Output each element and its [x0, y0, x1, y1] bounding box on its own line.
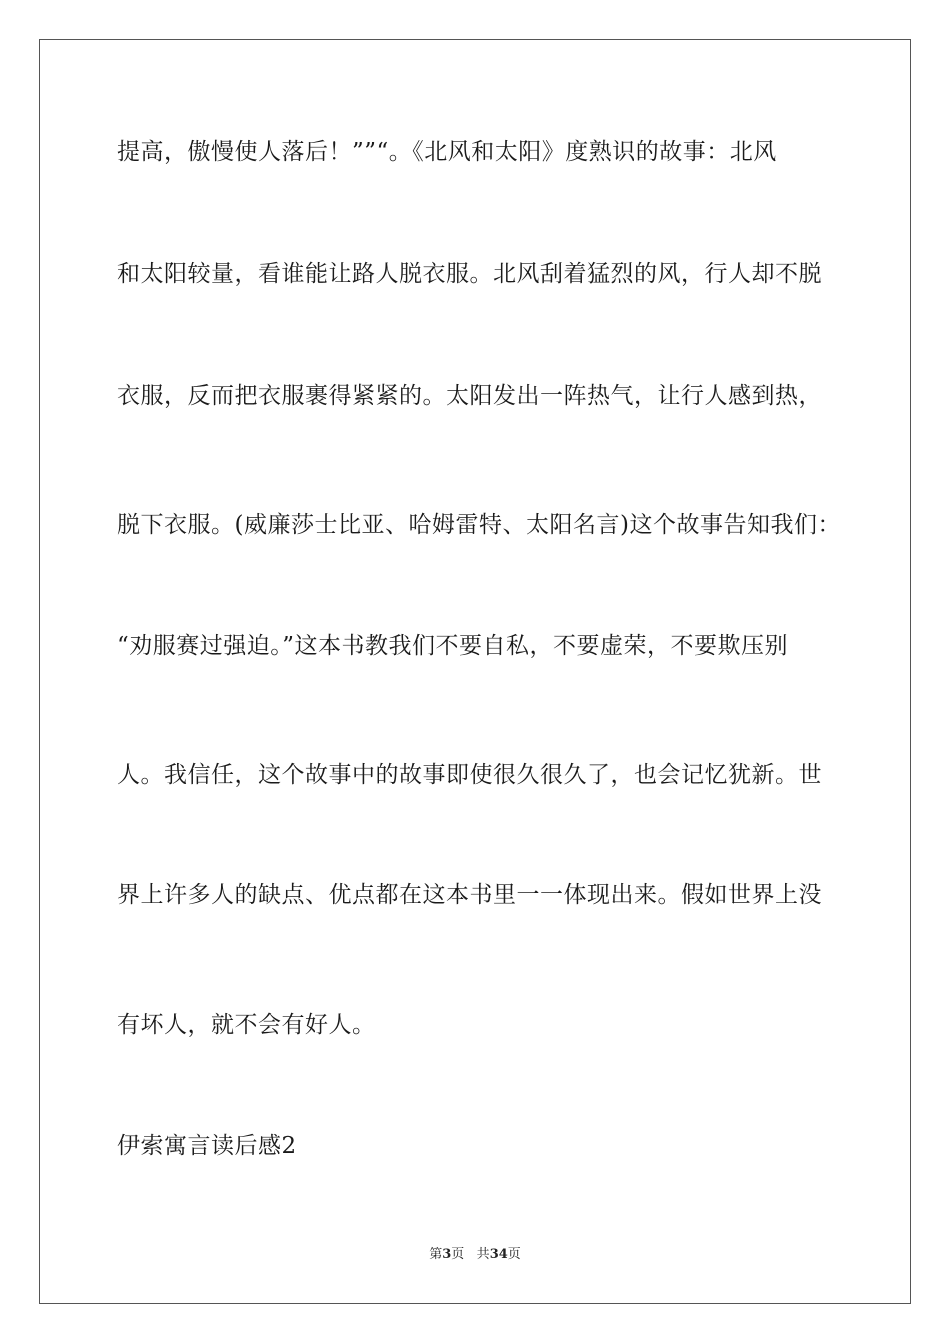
paragraph-line: 提高，傲慢使人落后！””“。《北风和太阳》度熟识的故事：北风	[117, 139, 777, 165]
section-heading: 伊索寓言读后感2	[117, 1133, 297, 1159]
paragraph-line: 脱下衣服。(威廉莎士比亚、哈姆雷特、太阳名言)这个故事告知我们：	[117, 512, 841, 538]
paragraph-line: 衣服，反而把衣服裹得紧紧的。太阳发出一阵热气，让行人感到热，	[117, 383, 822, 409]
page-border	[39, 39, 911, 1304]
total-pages: 34	[489, 1247, 508, 1262]
paragraph-line: 人。我信任，这个故事中的故事即使很久很久了，也会记忆犹新。世	[117, 762, 822, 788]
page-suffix: 页	[451, 1247, 465, 1262]
page-number: 3	[442, 1247, 452, 1262]
page-prefix: 第	[429, 1247, 443, 1262]
paragraph-line: “劝服赛过强迫。”这本书教我们不要自私，不要虚荣，不要欺压别	[117, 633, 789, 659]
paragraph-line: 和太阳较量，看谁能让路人脱衣服。北风刮着猛烈的风，行人却不脱	[117, 261, 822, 287]
paragraph-line: 有坏人，就不会有好人。	[117, 1012, 376, 1038]
paragraph-line: 界上许多人的缺点、优点都在这本书里一一体现出来。假如世界上没	[117, 882, 822, 908]
total-prefix: 共	[476, 1247, 490, 1262]
total-suffix: 页	[507, 1247, 521, 1262]
page-footer	[0, 1246, 950, 1264]
